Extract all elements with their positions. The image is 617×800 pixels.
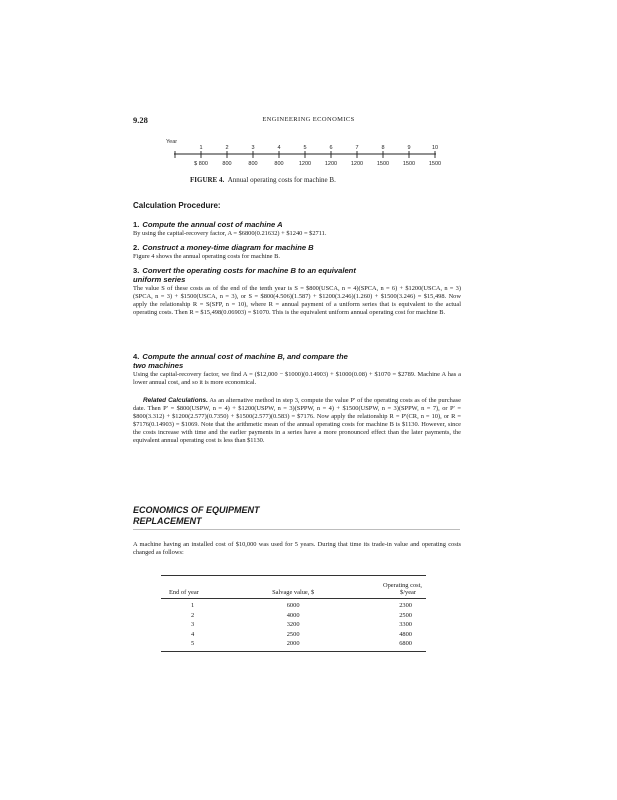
table-header-row — [161, 576, 426, 599]
step-1-body: By using the capital-recovery factor, A = $6800(0.21632) + $1240 = $2711. — [133, 230, 327, 237]
table-row — [161, 639, 426, 651]
cost-label: 1500 — [402, 161, 416, 167]
step-3-number: 3. — [133, 266, 140, 275]
step-1-title: Compute the annual cost of machine A — [142, 220, 283, 229]
step-3-body: The value S of these costs as of the end of the tenth year is S = $800(USCA, n = 4)(SPCA, n = 6) + $1200(USCA, n = 3)(SPCA, n = 3) + $1500(USCA, n = 3), or S = $800(4.506)(1.587) + $1200(3.246)(1.260) + $1500(3.246) = $15,498. Now apply the relationship R = S(SFP, n = 10), where R = annual payment of a uniform series that is equivalent to the actual operating costs. Then R = $15,498(0.06903) = $1070. This is the equivalent uniform annual operating cost for machine B. — [133, 285, 461, 317]
header-operating-cost — [350, 576, 426, 599]
table-cell-salvage: 2500 — [286, 630, 300, 638]
cost-label: 800 — [222, 161, 232, 167]
header-salvage-value: Salvage value, $ — [272, 589, 315, 596]
table-cell-opcost: 4800 — [399, 630, 412, 638]
table-cell-salvage: 3200 — [286, 621, 300, 629]
step-4-title-line-1: Compute the annual cost of machine B, and compare the — [142, 352, 348, 361]
step-2-number: 2. — [133, 243, 140, 252]
step-2-heading — [133, 243, 461, 252]
cost-label: 1500 — [376, 161, 390, 167]
cost-label: 800 — [274, 161, 284, 167]
year-label: 9 — [407, 145, 411, 151]
step-4-number: 4. — [133, 352, 140, 361]
cost-label: 1200 — [324, 161, 338, 167]
section-divider — [133, 529, 460, 530]
figure-caption — [190, 176, 336, 184]
year-label: 6 — [329, 145, 333, 151]
cost-label: 1500 — [428, 161, 442, 167]
table-cell-salvage: 4000 — [286, 611, 300, 619]
figure-label: FIGURE 4. — [190, 176, 225, 184]
year-label: 7 — [355, 145, 359, 151]
related-calculations-paragraph — [133, 397, 461, 445]
page-number: 9.28 — [133, 115, 148, 125]
header-end-of-year: End of year — [169, 589, 199, 596]
table-cell-salvage: 6000 — [286, 602, 300, 609]
section-title — [133, 505, 461, 527]
table-cell-year: 5 — [191, 640, 195, 648]
table-row — [161, 630, 426, 640]
table-cell-opcost: 6800 — [399, 640, 412, 648]
year-label: 4 — [277, 145, 281, 151]
table-cell-year: 3 — [191, 621, 195, 629]
year-label: 8 — [381, 145, 385, 151]
running-head: ENGINEERING ECONOMICS — [262, 116, 355, 123]
money-time-diagram — [160, 136, 450, 172]
related-calculations-label: Related Calculations. — [143, 397, 208, 404]
related-calculations-body: As an alternative method in step 3, compute the value P′ of the operating costs as of the purchase date. Then P′ = $800(USPW, n = 4) + $1200(USPW, n = 3)(SPPW, n = 4) + $1500(USPW, n = 3)(SPPW, n = 7), or P′ = $800(3.312) + $1200(2.577)(0.7350) + $1500(2.577)(0.583) = $7176. Now apply the relationship R = P′(CR, n = 10), or R = $7176(0.14903) = $1069. Note that the arithmetic mean of the annual operating costs for machine B is $1130. However, since the costs increase with time and the earlier payments in a series have a more pronounced effect than the later payments, the equivalent annual operating cost is less than $1130. — [133, 397, 461, 445]
cost-label: $ 800 — [194, 161, 208, 167]
table-row — [161, 599, 426, 611]
table-cell-opcost: 2300 — [399, 602, 412, 609]
section-title-line-1: ECONOMICS OF EQUIPMENT — [133, 505, 260, 515]
table-row — [161, 611, 426, 621]
step-4-title-line-2: two machines — [133, 361, 184, 370]
section-title-line-2: REPLACEMENT — [133, 516, 202, 526]
header-operating-cost-line-1: Operating cost, — [382, 582, 422, 589]
step-4-body: Using the capital-recovery factor, we find A = ($12,000 − $1000)(0.14903) + $1000(0.08) + $1070 = $2789. Machine A has a lower annual cost, and so it is more economical. — [133, 371, 461, 387]
table-cell-year: 4 — [191, 630, 195, 638]
step-3-title-line-2: uniform series — [133, 275, 186, 284]
calculation-procedure-heading: Calculation Procedure: — [133, 201, 221, 210]
step-3-title-line-1: Convert the operating costs for machine B to an equivalent — [142, 266, 356, 275]
cost-label: 1200 — [298, 161, 312, 167]
cost-label: 1200 — [350, 161, 364, 167]
step-1-heading — [133, 220, 461, 229]
table-cell-opcost: 2500 — [399, 611, 412, 619]
figure-caption-text: Annual operating costs for machine B. — [227, 176, 336, 184]
year-axis-label: Year — [166, 139, 178, 145]
section-intro: A machine having an installed cost of $10,000 was used for 5 years. During that time its trade-in value and operating costs changed as follows: — [133, 541, 461, 557]
replacement-data-table — [161, 575, 426, 652]
year-label: 3 — [251, 145, 255, 151]
year-label: 1 — [199, 145, 203, 151]
table-cell-opcost: 3300 — [399, 621, 412, 629]
step-1-number: 1. — [133, 220, 140, 229]
header-operating-cost-line-2: $/year — [400, 589, 416, 596]
step-3-heading — [133, 266, 461, 284]
step-4-heading — [133, 352, 461, 370]
table-cell-year: 1 — [191, 602, 195, 609]
step-2-body: Figure 4 shows the annual operating costs for machine B. — [133, 253, 280, 260]
table-row — [161, 620, 426, 630]
cost-label: 800 — [248, 161, 258, 167]
table-cell-salvage: 2000 — [286, 640, 300, 648]
table-cell-year: 2 — [191, 611, 195, 619]
year-label: 2 — [225, 145, 229, 151]
year-label: 10 — [431, 145, 439, 151]
step-2-title: Construct a money-time diagram for machine B — [142, 243, 314, 252]
year-label: 5 — [303, 145, 307, 151]
